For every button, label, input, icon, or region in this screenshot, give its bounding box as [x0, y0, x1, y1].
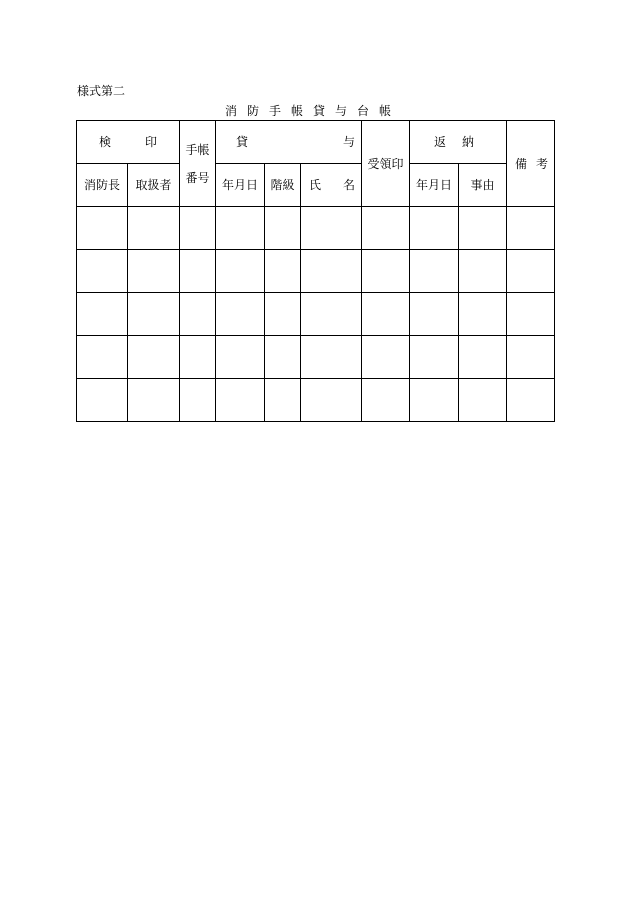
header-lending-char-2: 与 — [343, 135, 356, 149]
table-cell[interactable] — [180, 250, 216, 293]
table-cell[interactable] — [459, 207, 507, 250]
table-cell[interactable] — [128, 379, 180, 422]
table-cell[interactable] — [265, 293, 301, 336]
header-lending — [216, 121, 362, 164]
table-cell[interactable] — [459, 336, 507, 379]
header-return-reason: 事由 — [459, 164, 507, 207]
header-remarks-char-1: 備 — [515, 156, 528, 171]
ledger-table — [76, 120, 555, 422]
header-remarks-char-2: 考 — [536, 156, 549, 171]
header-notebook-number — [180, 121, 216, 207]
table-cell[interactable] — [216, 336, 265, 379]
table-cell[interactable] — [507, 207, 555, 250]
table-cell[interactable] — [410, 293, 459, 336]
table-cell[interactable] — [362, 250, 410, 293]
table-cell[interactable] — [507, 250, 555, 293]
table-cell[interactable] — [216, 293, 265, 336]
table-cell[interactable] — [77, 336, 128, 379]
table-cell[interactable] — [301, 293, 362, 336]
table-row — [77, 336, 555, 379]
header-return-date: 年月日 — [410, 164, 459, 207]
table-cell[interactable] — [301, 207, 362, 250]
header-return — [410, 121, 507, 164]
table-cell[interactable] — [362, 379, 410, 422]
table-cell[interactable] — [216, 379, 265, 422]
header-inspection-char-2: 印 — [144, 135, 157, 149]
table-cell[interactable] — [265, 250, 301, 293]
table-cell[interactable] — [77, 250, 128, 293]
table-cell[interactable] — [265, 207, 301, 250]
header-lending-rank: 階級 — [265, 164, 301, 207]
header-lending-name — [301, 164, 362, 207]
form-title: 消防手帳貸与台帳 — [225, 104, 402, 118]
table-cell[interactable] — [128, 336, 180, 379]
table-cell[interactable] — [507, 293, 555, 336]
table-cell[interactable] — [77, 207, 128, 250]
table-cell[interactable] — [459, 250, 507, 293]
header-inspection — [77, 121, 180, 164]
table-cell[interactable] — [362, 207, 410, 250]
table-cell[interactable] — [77, 293, 128, 336]
table-cell[interactable] — [77, 379, 128, 422]
table-cell[interactable] — [301, 336, 362, 379]
table-cell[interactable] — [180, 293, 216, 336]
table-cell[interactable] — [180, 379, 216, 422]
header-notebook-number-line-1: 手帳 — [185, 142, 210, 157]
table-cell[interactable] — [362, 293, 410, 336]
header-receipt-seal: 受領印 — [362, 121, 410, 207]
header-lending-name-char-1: 氏 — [309, 178, 322, 192]
table-cell[interactable] — [410, 207, 459, 250]
header-lending-name-char-2: 名 — [343, 178, 356, 192]
table-cell[interactable] — [459, 293, 507, 336]
table-cell[interactable] — [507, 336, 555, 379]
form-label: 様式第二 — [77, 84, 126, 98]
header-fire-chief: 消防長 — [77, 164, 128, 207]
table-cell[interactable] — [128, 207, 180, 250]
table-cell[interactable] — [362, 336, 410, 379]
table-cell[interactable] — [216, 250, 265, 293]
table-cell[interactable] — [459, 379, 507, 422]
table-cell[interactable] — [265, 379, 301, 422]
header-notebook-number-line-2: 番号 — [185, 170, 210, 185]
table-row — [77, 379, 555, 422]
header-return-char-2: 納 — [462, 135, 475, 149]
table-row — [77, 293, 555, 336]
header-row-sub — [77, 164, 555, 207]
table-cell[interactable] — [265, 336, 301, 379]
header-return-char-1: 返 — [434, 135, 447, 149]
table-cell[interactable] — [180, 336, 216, 379]
header-row-top — [77, 121, 555, 164]
table-cell[interactable] — [507, 379, 555, 422]
header-handler: 取扱者 — [128, 164, 180, 207]
table-cell[interactable] — [301, 250, 362, 293]
table-cell[interactable] — [128, 250, 180, 293]
table-cell[interactable] — [410, 379, 459, 422]
table-cell[interactable] — [410, 250, 459, 293]
table-cell[interactable] — [410, 336, 459, 379]
table-row — [77, 250, 555, 293]
table-cell[interactable] — [216, 207, 265, 250]
table-cell[interactable] — [180, 207, 216, 250]
header-lending-date: 年月日 — [216, 164, 265, 207]
header-remarks — [507, 121, 555, 207]
table-cell[interactable] — [301, 379, 362, 422]
table-cell[interactable] — [128, 293, 180, 336]
table-row — [77, 207, 555, 250]
header-inspection-char-1: 検 — [99, 135, 112, 149]
header-lending-char-1: 貸 — [236, 135, 249, 149]
